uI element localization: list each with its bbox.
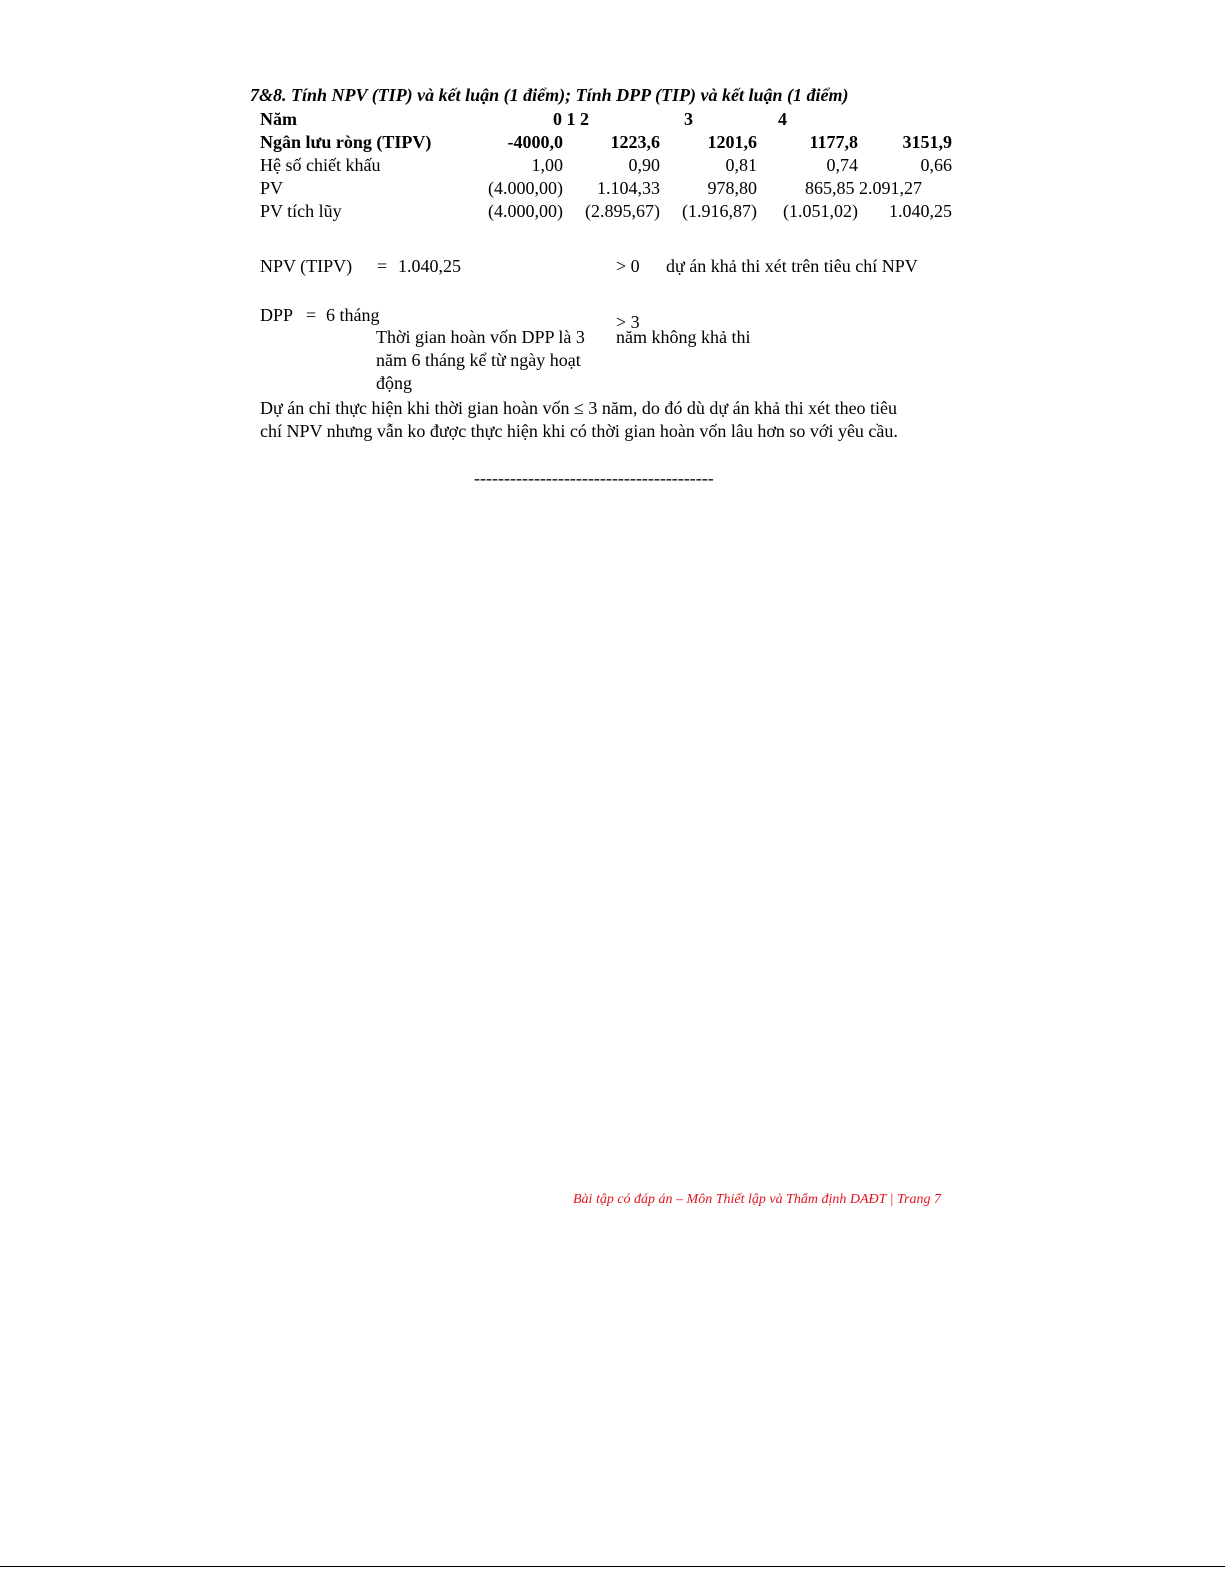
table-cell: 865,85 2.091,27 <box>805 178 922 198</box>
table-cell: 1201,6 <box>707 132 757 152</box>
dpp-note-line: năm 6 tháng kể từ ngày hoạt <box>376 350 581 370</box>
npv-value: 1.040,25 <box>398 256 461 276</box>
row-label: PV tích lũy <box>260 201 342 221</box>
table-cell: (2.895,67) <box>585 201 660 221</box>
page-footer: Bài tập có đáp án – Môn Thiết lập và Thẩm định DAĐT | Trang 7 <box>573 1192 941 1207</box>
row-label: PV <box>260 178 284 198</box>
table-cell: (1.916,87) <box>682 201 757 221</box>
table-cell: 0,90 <box>628 155 660 175</box>
summary-line: Dự án chỉ thực hiện khi thời gian hoàn vốn ≤ 3 năm, do đó dù dự án khả thi xét theo tiêu <box>260 398 898 418</box>
npv-conclusion: dự án khả thi xét trên tiêu chí NPV <box>666 256 918 276</box>
table-cell: 0,74 <box>826 155 858 175</box>
row-label: Hệ số chiết khấu <box>260 155 381 175</box>
year-header: 4 <box>778 109 787 129</box>
table-cell: 1177,8 <box>809 132 858 152</box>
dpp-note-line: động <box>376 373 412 393</box>
npv-equals: = <box>377 256 388 276</box>
table-cell: 0,66 <box>920 155 952 175</box>
row-label: Ngân lưu ròng (TIPV) <box>260 132 432 152</box>
dpp-conclusion: năm không khả thi <box>616 327 751 347</box>
table-cell: 3151,9 <box>902 132 952 152</box>
npv-compare: > 0 <box>616 256 640 276</box>
separator: ---------------------------------------- <box>474 468 714 488</box>
year-label: Năm <box>260 109 297 129</box>
bottom-border <box>0 1566 1225 1567</box>
summary-line: chí NPV nhưng vẫn ko được thực hiện khi có thời gian hoàn vốn lâu hơn so với yêu cầu. <box>260 421 898 441</box>
dpp-note-line: Thời gian hoàn vốn DPP là 3 <box>376 327 585 347</box>
table-cell: 1.104,33 <box>597 178 660 198</box>
table-cell: (1.051,02) <box>783 201 858 221</box>
npv-label: NPV (TIPV) <box>260 256 353 276</box>
dpp-value: 6 tháng <box>326 305 380 325</box>
table-cell: (4.000,00) <box>488 178 563 198</box>
year-header: 0 1 2 <box>553 109 589 129</box>
dpp-equals: = <box>306 305 317 325</box>
table-cell: 1,00 <box>531 155 563 175</box>
table-cell: 978,80 <box>707 178 757 198</box>
table-cell: (4.000,00) <box>488 201 563 221</box>
table-cell: 0,81 <box>725 155 757 175</box>
table-cell: -4000,0 <box>507 132 563 152</box>
dpp-label: DPP <box>260 305 294 325</box>
table-cell: 1.040,25 <box>889 201 952 221</box>
dpp-compare: > 3 <box>616 312 640 332</box>
section-heading: 7&8. Tính NPV (TIP) và kết luận (1 điểm); Tính DPP (TIP) và kết luận (1 điểm) <box>250 85 849 105</box>
year-header: 3 <box>684 109 693 129</box>
table-cell: 1223,6 <box>610 132 660 152</box>
